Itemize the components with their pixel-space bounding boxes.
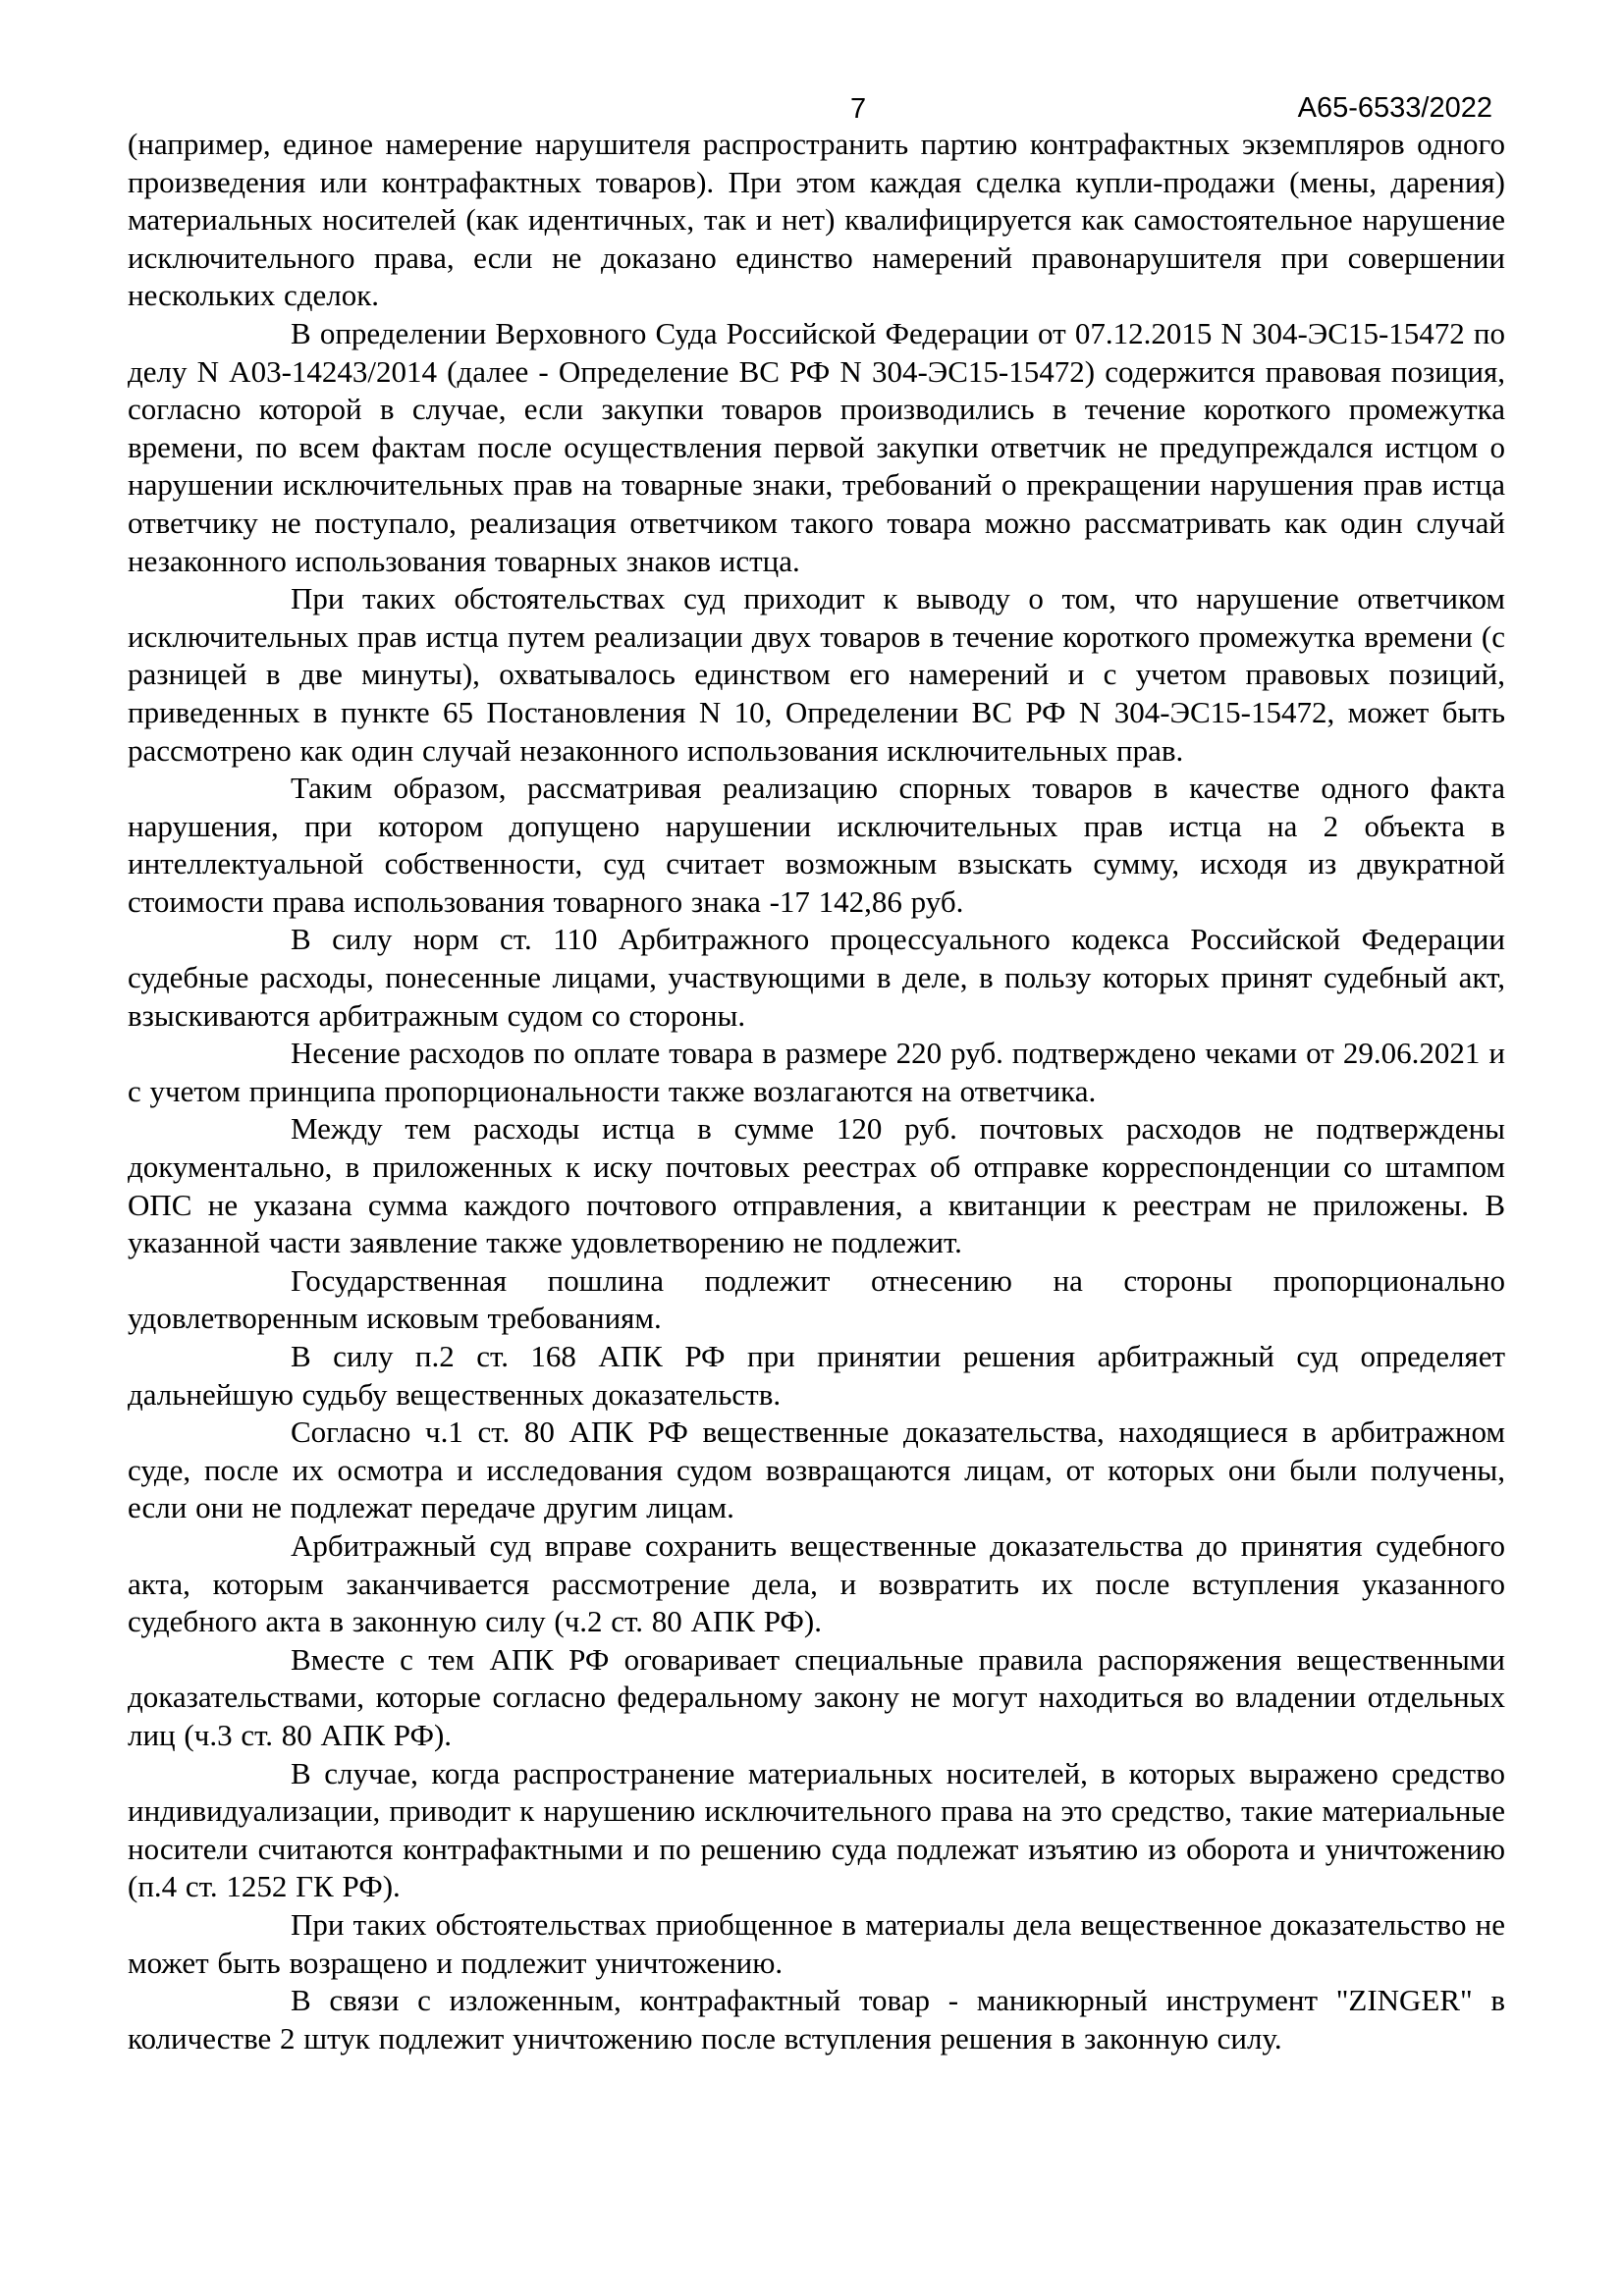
paragraph: При таких обстоятельствах суд приходит к выводу о том, что нарушение ответчиком исключительных прав истца путем реализации двух товаров в течение короткого промежутка времени (с разницей в две минуты), охватывалось единством его намерений и с учетом правовых позиций, приведенных в пункте 65 Постановления N 10, Определении ВС РФ N 304-ЭС15-15472, может быть рассмотрено как один случай незаконного использования исключительных прав. xyxy=(128,581,1505,768)
paragraph: Вместе с тем АПК РФ оговаривает специальные правила распоряжения вещественными доказательствами, которые согласно федеральному закону не могут находиться во владении отдельных лиц (ч.3 ст. 80 АПК РФ). xyxy=(128,1641,1505,1752)
paragraph: Государственная пошлина подлежит отнесению на стороны пропорционально удовлетворенным исковым требованиям. xyxy=(128,1262,1505,1336)
document-body xyxy=(128,126,1505,2057)
paragraph: В силу п.2 ст. 168 АПК РФ при принятии решения арбитражный суд определяет дальнейшую судьбу вещественных доказательств. xyxy=(128,1339,1505,1412)
paragraph: Несение расходов по оплате товара в размере 220 руб. подтверждено чеками от 29.06.2021 и с учетом принципа пропорциональности также возлагаются на ответчика. xyxy=(128,1036,1505,1108)
case-number: А65-6533/2022 xyxy=(1297,92,1492,124)
paragraph: Между тем расходы истца в сумме 120 руб. почтовых расходов не подтверждены документально, в приложенных к иску почтовых реестрах об отправке корреспонденции со штампом ОПС не указана сумма каждого почтового отправления, а квитанции к реестрам не приложены. В указанной части заявление также удовлетворению не подлежит. xyxy=(128,1111,1505,1260)
paragraph: (например, единое намерение нарушителя распространить партию контрафактных экземпляров одного произведения или контрафактных товаров). При этом каждая сделка купли-продажи (мены, дарения) материальных носителей (как идентичных, так и нет) квалифицируется как самостоятельное нарушение исключительного права, если не доказано единство намерений правонарушителя при совершении нескольких сделок. xyxy=(128,127,1505,313)
paragraph: В случае, когда распространение материальных носителей, в которых выражено средство индивидуализации, приводит к нарушению исключительного права на это средство, такие материальные носители считаются контрафактными и по решению суда подлежат изъятию из оборота и уничтожению (п.4 ст. 1252 ГК РФ). xyxy=(128,1755,1505,1904)
paragraph: В силу норм ст. 110 Арбитражного процессуального кодекса Российской Федерации судебные расходы, понесенные лицами, участвующими в деле, в пользу которых принят судебный акт, взыскиваются арбитражным судом со стороны. xyxy=(128,922,1505,1033)
paragraph: В связи с изложенным, контрафактный товар - маникюрный инструмент "ZINGER" в количестве 2 штук подлежит уничтожению после вступления решения в законную силу. xyxy=(128,1983,1505,2056)
page-number: 7 xyxy=(850,93,867,125)
paragraph: В определении Верховного Суда Российской Федерации от 07.12.2015 N 304-ЭС15-15472 по делу N А03-14243/2014 (далее - Определение ВС РФ N 304-ЭС15-15472) содержится правовая позиция, согласно которой в случае, если закупки товаров производились в течение короткого промежутка времени, по всем фактам после осуществления первой закупки ответчик не предупреждался истцом о нарушении исключительных прав на товарные знаки, требований о прекращении нарушения прав истца ответчику не поступало, реализация ответчиком такого товара можно рассматривать как один случай незаконного использования товарных знаков истца. xyxy=(128,315,1505,578)
paragraph: Арбитражный суд вправе сохранить вещественные доказательства до принятия судебного акта, которым заканчивается рассмотрение дела, и возвратить их после вступления указанного судебного акта в законную силу (ч.2 ст. 80 АПК РФ). xyxy=(128,1527,1505,1639)
paragraph: Согласно ч.1 ст. 80 АПК РФ вещественные доказательства, находящиеся в арбитражном суде, после их осмотра и исследования судом возвращаются лицам, от которых они были получены, если они не подлежат передаче другим лицам. xyxy=(128,1415,1505,1525)
paragraph: Таким образом, рассматривая реализацию спорных товаров в качестве одного факта нарушения, при котором допущено нарушении исключительных прав истца на 2 объекта в интеллектуальной собственности, суд считает возможным взыскать сумму, исходя из двукратной стоимости права использования товарного знака -17 142,86 руб. xyxy=(128,771,1505,919)
paragraph: При таких обстоятельствах приобщенное в материалы дела вещественное доказательство не может быть возращено и подлежит уничтожению. xyxy=(128,1906,1505,1980)
